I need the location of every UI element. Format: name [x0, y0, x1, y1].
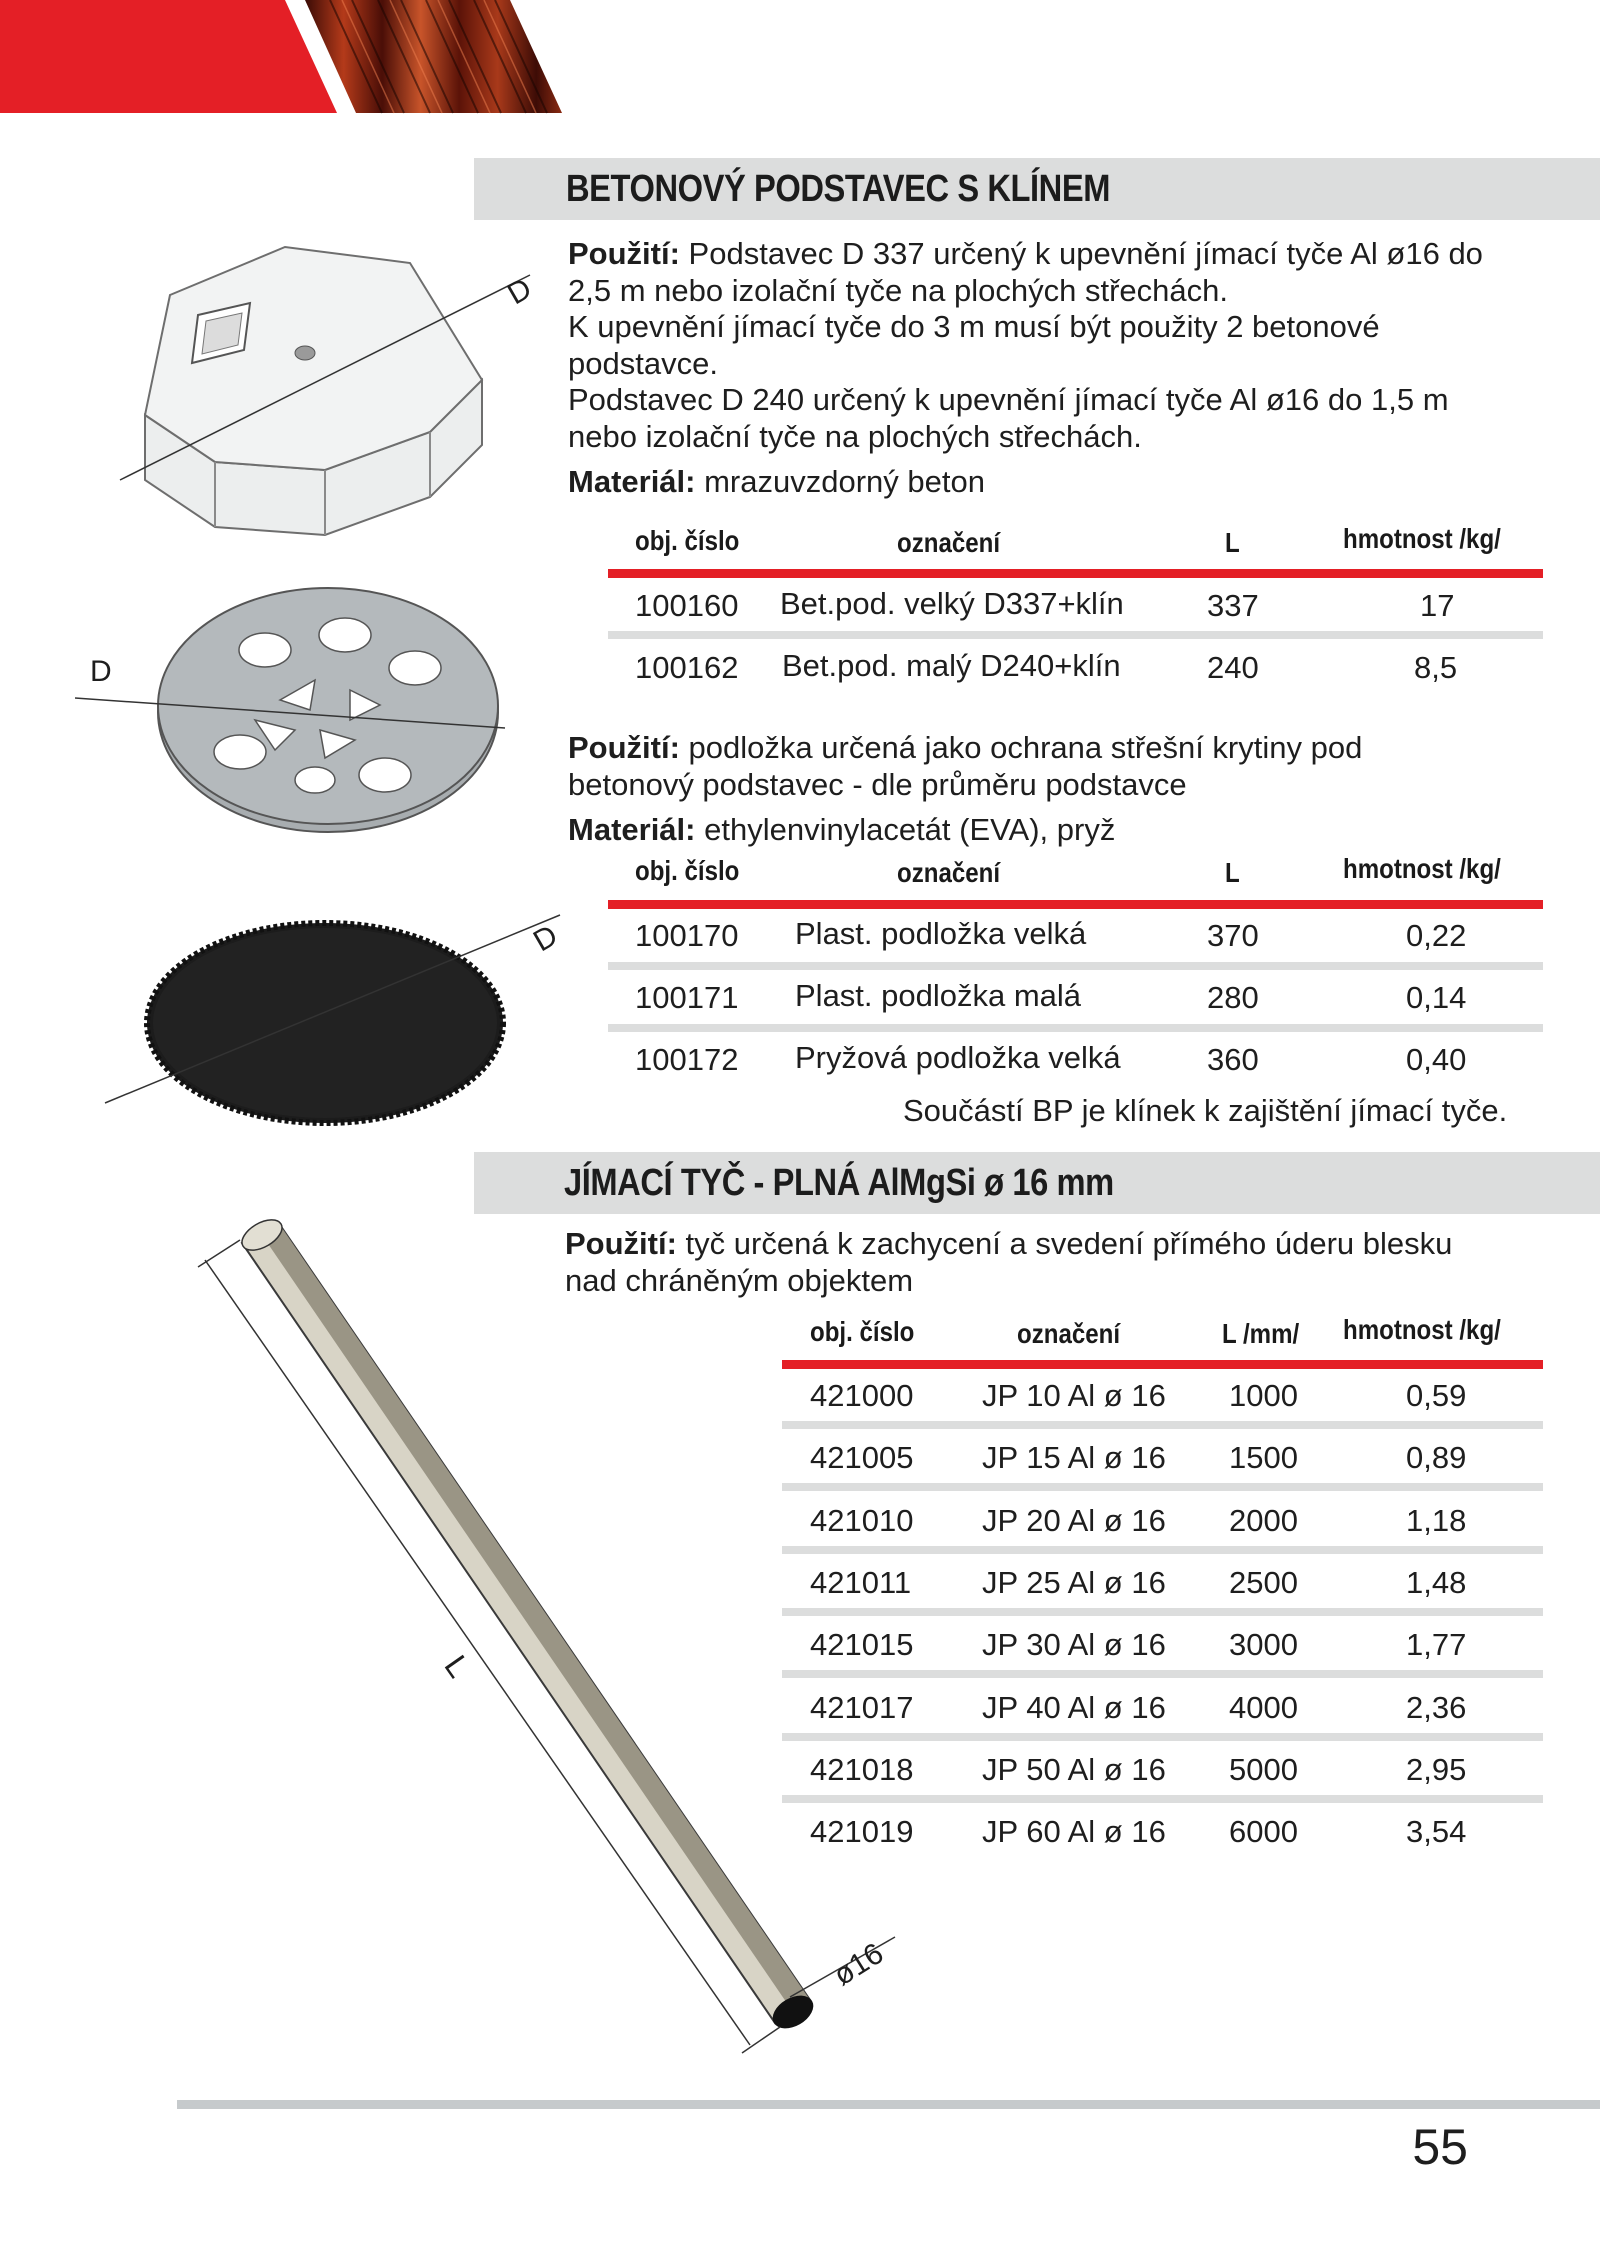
page-number: 55: [1412, 2119, 1468, 2175]
material-text: [568, 464, 985, 501]
table-cell: 8,5: [1414, 650, 1458, 685]
usage-line: tyč určená k zachycení a svedení přímého úderu blesku: [685, 1226, 1453, 1261]
col-header-name: označení: [1017, 1318, 1121, 1349]
row-divider: [608, 962, 1543, 970]
table-cell: 100160: [635, 588, 739, 623]
table-cell: 17: [1420, 588, 1455, 623]
table-cell: 360: [1207, 1042, 1259, 1077]
table-cell: Plast. podložka malá: [795, 978, 1082, 1013]
table-cell: 0,14: [1406, 980, 1467, 1015]
table-cell: 2500: [1229, 1564, 1298, 1600]
usage-line: K upevnění jímací tyče do 3 m musí být použity 2 betonové: [568, 309, 1380, 344]
col-header-code: obj. číslo: [635, 525, 740, 556]
col-header-length: L /mm/: [1222, 1318, 1300, 1349]
footer-rule: [177, 2100, 1600, 2109]
dimension-label: D: [90, 655, 112, 688]
table-cell: 100162: [635, 650, 739, 685]
table-cell: 421015: [810, 1627, 914, 1663]
usage-label: Použití:: [565, 1226, 677, 1261]
rubber-pad-drawing: [100, 905, 570, 1145]
base-plate-drawing: [75, 580, 515, 845]
table-cell: 100170: [635, 918, 739, 953]
dimension-label: D: [501, 271, 538, 312]
row-divider: [608, 631, 1543, 639]
col-header-length: L: [1225, 527, 1240, 558]
col-header-name: označení: [897, 527, 1001, 558]
material-value: mrazuvzdorný beton: [704, 464, 985, 499]
table-cell: 1,48: [1406, 1564, 1467, 1600]
table-cell: 100171: [635, 980, 739, 1015]
table-cell: JP 15 Al ø 16: [982, 1440, 1166, 1476]
pad-usage-text: [568, 730, 1568, 803]
header-banner: [0, 0, 600, 115]
material-label: Materiál:: [568, 812, 696, 847]
row-divider: [608, 1024, 1543, 1032]
air-terminal-rod-drawing: [190, 1215, 920, 2075]
table-cell: 2,36: [1406, 1689, 1467, 1725]
col-header-weight: hmotnost /kg/: [1343, 1314, 1501, 1345]
table-cell: 421010: [810, 1502, 914, 1538]
rod-length-label: L: [437, 1648, 478, 1684]
rod-diameter-label: ø16: [827, 1936, 890, 1993]
col-header-length: L: [1225, 857, 1240, 888]
table-cell: 1500: [1229, 1440, 1298, 1476]
table-cell: 337: [1207, 588, 1259, 623]
col-header-code: obj. číslo: [635, 855, 740, 886]
wedge-note: Součástí BP je klínek k zajištění jímací tyče.: [903, 1093, 1508, 1128]
table-cell: 1,77: [1406, 1627, 1467, 1663]
usage-line: Podstavec D 240 určený k upevnění jímací tyče Al ø16 do 1,5 m: [568, 382, 1449, 417]
table-cell: 421011: [810, 1564, 912, 1600]
table-cell: 100172: [635, 1042, 739, 1077]
material-value: ethylenvinylacetát (EVA), pryž: [704, 812, 1116, 847]
table-cell: JP 50 Al ø 16: [982, 1751, 1166, 1787]
usage-label: Použití:: [568, 730, 680, 765]
table-cell: 1000: [1229, 1378, 1298, 1413]
table-cell: Bet.pod. velký D337+klín: [780, 586, 1124, 621]
usage-line: nebo izolační tyče na plochých střechách.: [568, 418, 1142, 454]
table-header-rule: [608, 900, 1543, 909]
table-cell: 280: [1207, 980, 1259, 1015]
table-cell: JP 10 Al ø 16: [982, 1378, 1166, 1413]
table-cell: 2000: [1229, 1502, 1298, 1538]
table-cell: Plast. podložka velká: [795, 916, 1087, 951]
section-title: BETONOVÝ PODSTAVEC S KLÍNEM: [566, 168, 1111, 210]
table-cell: 3000: [1229, 1627, 1298, 1663]
col-header-name: označení: [897, 857, 1001, 888]
table-cell: 240: [1207, 650, 1259, 685]
section-title: JÍMACÍ TYČ - PLNÁ AlMgSi ø 16 mm: [564, 1162, 1114, 1204]
table-cell: Bet.pod. malý D240+klín: [782, 648, 1121, 683]
usage-label: Použití:: [568, 236, 680, 271]
table-cell: 421017: [810, 1689, 914, 1725]
usage-line: nad chráněným objektem: [565, 1262, 914, 1298]
col-header-code: obj. číslo: [810, 1316, 915, 1347]
table-cell: 0,59: [1406, 1378, 1467, 1413]
usage-text: [568, 236, 1568, 455]
usage-line: betonový podstavec - dle průměru podstavce: [568, 766, 1187, 802]
table-cell: 0,22: [1406, 918, 1467, 953]
table-cell: 421018: [810, 1751, 914, 1787]
usage-line: 2,5 m nebo izolační tyče na plochých střechách.: [568, 272, 1228, 308]
usage-line: Podstavec D 337 určený k upevnění jímací tyče Al ø16 do: [688, 236, 1483, 271]
table-cell: 421019: [810, 1814, 914, 1850]
table-cell: 3,54: [1406, 1814, 1467, 1850]
table-cell: JP 20 Al ø 16: [982, 1502, 1166, 1538]
table-cell: 6000: [1229, 1814, 1298, 1850]
dimension-label: D: [527, 918, 564, 959]
col-header-weight: hmotnost /kg/: [1343, 853, 1501, 884]
usage-line: podložka určená jako ochrana střešní krytiny pod: [688, 730, 1363, 765]
table-cell: Pryžová podložka velká: [795, 1040, 1121, 1075]
col-header-weight: hmotnost /kg/: [1343, 523, 1501, 554]
table-cell: JP 25 Al ø 16: [982, 1564, 1166, 1600]
table-cell: JP 40 Al ø 16: [982, 1689, 1166, 1725]
table-cell: 5000: [1229, 1751, 1298, 1787]
table-cell: 2,95: [1406, 1751, 1467, 1787]
section-header-air-terminal-rod: [474, 1152, 1600, 1214]
table-cell: 1,18: [1406, 1502, 1467, 1538]
table-cell: 4000: [1229, 1689, 1298, 1725]
table-cell: JP 60 Al ø 16: [982, 1814, 1166, 1850]
table-header-rule: [608, 569, 1543, 578]
usage-line: podstavce.: [568, 345, 718, 381]
table-cell: 421005: [810, 1440, 914, 1476]
section-header-concrete-base: [474, 158, 1600, 220]
table-cell: 370: [1207, 918, 1259, 953]
material-label: Materiál:: [568, 464, 696, 499]
pad-material-text: [568, 812, 1115, 849]
table-cell: JP 30 Al ø 16: [982, 1627, 1166, 1663]
table-cell: 421000: [810, 1378, 914, 1413]
table-cell: 0,40: [1406, 1042, 1467, 1077]
table-cell: 0,89: [1406, 1440, 1467, 1476]
